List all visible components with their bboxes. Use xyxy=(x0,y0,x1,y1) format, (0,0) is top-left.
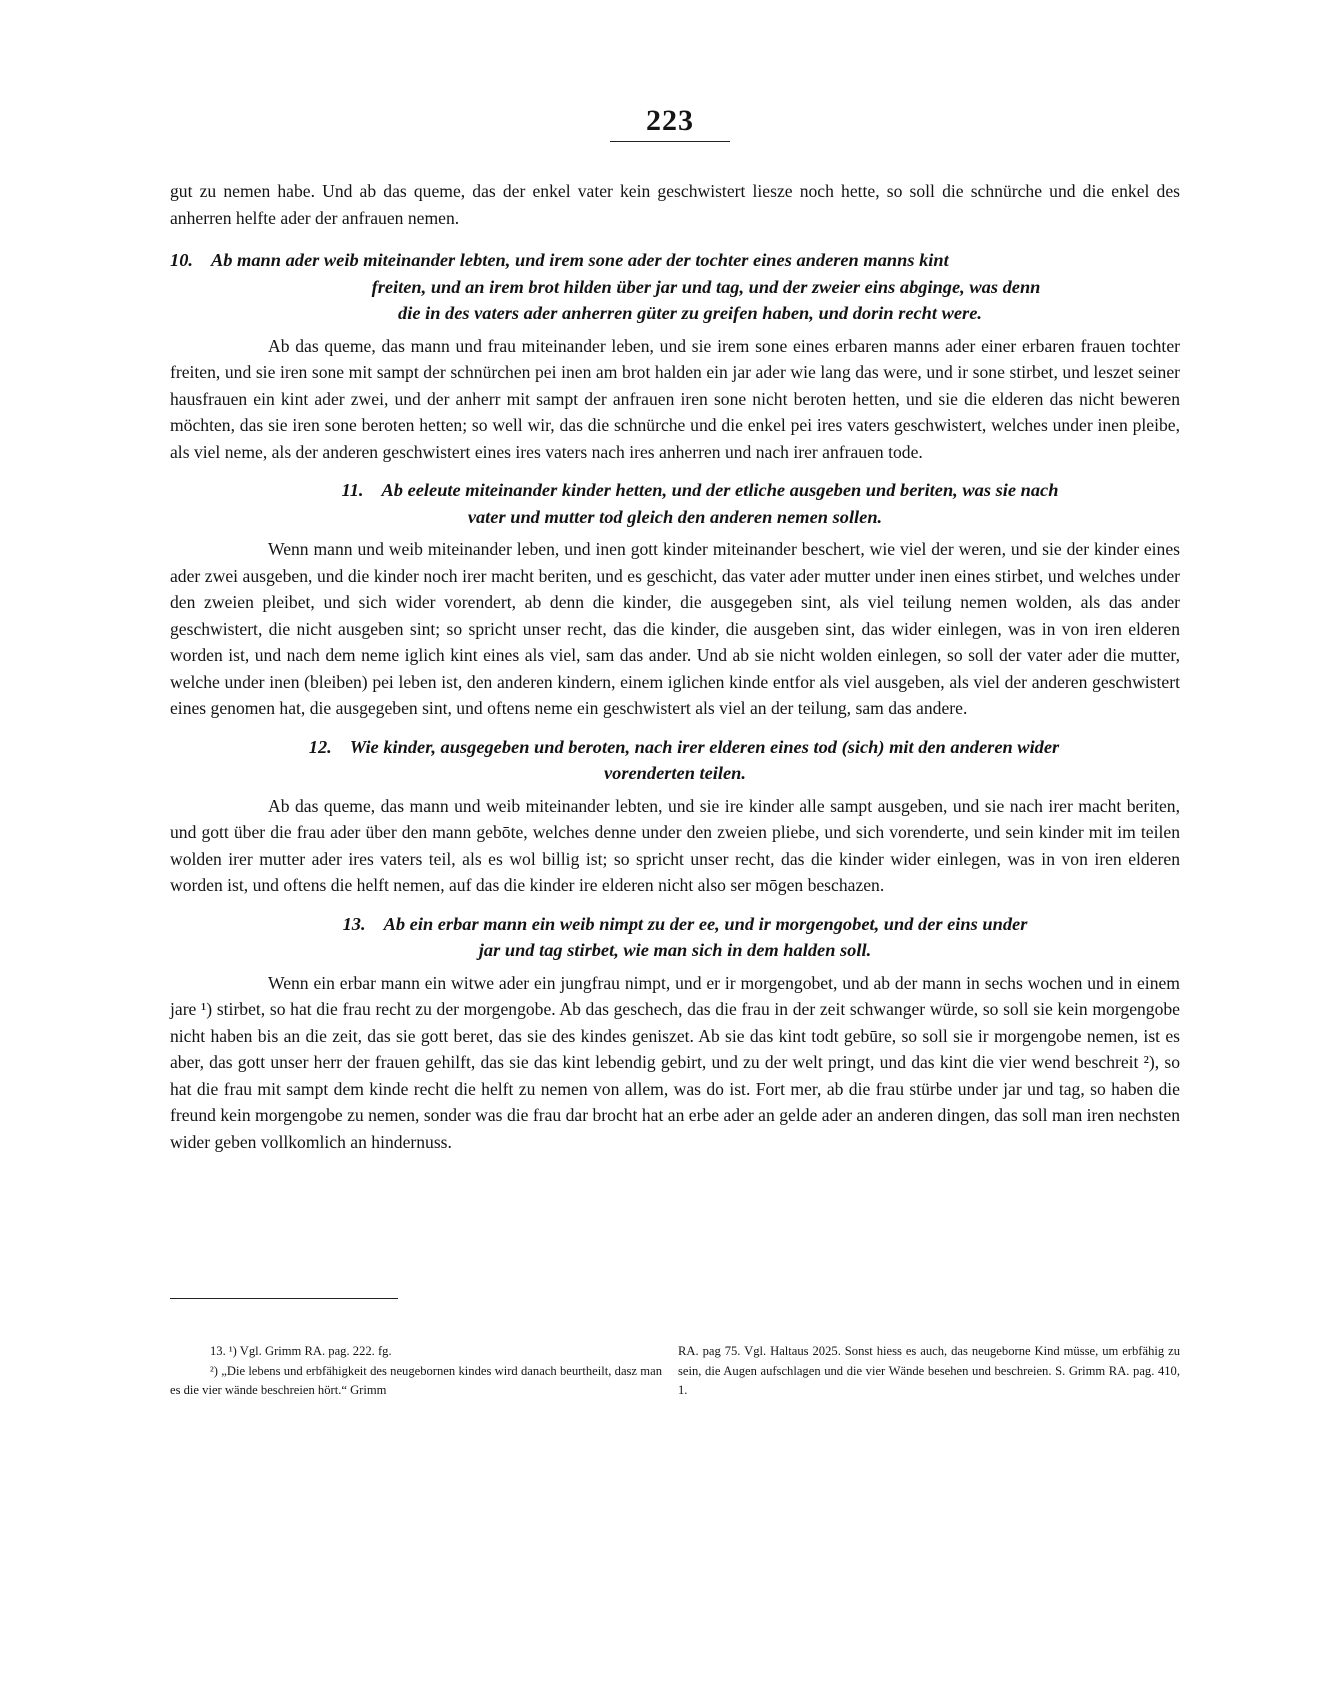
page-number-rule xyxy=(610,141,730,142)
section-10-heading-line-1 xyxy=(170,247,1180,274)
section-12-number: 12. xyxy=(308,736,332,757)
section-13-heading-line-1 xyxy=(170,911,1180,938)
section-13-heading xyxy=(170,911,1180,964)
section-12-paragraph: Ab das queme, das mann und weib miteinander lebten, und sie ire kinder alle sampt ausgeben, und sie nach irer macht beriten, und gott über die frau ader über den mann gebōte, welches denne under den zweien pliebe, und sich vorenderte, und sein kinder mit im teilen wolden irer mutter ader ires vaters teil, als es wol billig ist; so spricht unser recht, das die kinder wider einlegen, was in von iren elderen worden ist, und oftens die helft nemen, auf das die kinder ire elderen nicht also ser mōgen beschazen. xyxy=(170,795,1180,895)
main-text xyxy=(170,178,1180,1155)
footnotes-right-column xyxy=(678,1342,1180,1401)
section-11-paragraph: Wenn mann und weib miteinander leben, und inen gott kinder miteinander beschert, wie viel der weren, und sie der kinder eines ader zwei ausgeben, und die kinder noch irer macht beriten, und es geschicht, das vater ader mutter under inen eines stirbet, und welches under den zweien pleibet, und sich wider vorendert, ab denn die kinder, die ausgegeben sint, als viel teilung nemen wolden, als das ander geschwistert, die nicht ausgeben sint; so spricht unser recht, das die kinder, die ausgeben sint, das wider einlegen, was in von iren elderen worden ist, und nach dem neme iglich kint eines als viel, sam das ander. Und ab sie nicht wolden einlegen, so soll der vater ader die mutter, welche under inen (bleiben) pei leben ist, den anderen kindern, einem iglichen kinde entfor als viel ausgeben, als viel der anderen geschwistert eines genomen hat, die ausgegeben sint, und oftens neme ein geschwistert als viel an der teilung, sam das andere. xyxy=(170,539,1180,718)
section-10-number: 10. xyxy=(170,250,193,270)
section-13-paragraph: Wenn ein erbar mann ein witwe ader ein jungfrau nimpt, und er ir morgengobet, und ab der mann in sechs wochen und in einem jare ¹) stirbet, so hat die frau recht zu der morgengobe. Ab das geschech, das die frau in der zeit schwanger würde, so soll sie kein morgengobe nicht haben bis an die zeit, das sie gott beret, das sie des kindes geniszet. Ab sie das kint todt gebūre, so soll sie ir morgengobe nemen, ist es aber, das gott unser herr der frauen gehilft, das sie das kint lebendig gebirt, und zu der welt pringt, und das kint die vier wend beschreit ²), so hat die frau mit sampt dem kinde recht die helft zu nemen von allem, was do ist. Fort mer, ab die frau stürbe under jar und tag, so haben die freund kein morgengobe zu nemen, sonder was die frau dar brocht hat an erbe ader an gelde ader an anderen dingen, das soll man iren nechsten wider geben vollkomlich an hindernuss. xyxy=(170,972,1180,1152)
section-13-heading-text-1: Ab ein erbar mann ein weib nimpt zu der ee, und ir morgengobet, und der eins under xyxy=(383,913,1028,934)
section-10-heading xyxy=(170,247,1180,327)
page-number: 223 xyxy=(646,104,694,137)
section-11-heading-line-2: vater und mutter tod gleich den anderen nemen sollen. xyxy=(467,506,883,527)
footnote-1: 13. ¹) Vgl. Grimm RA. pag. 222. fg. xyxy=(210,1344,392,1358)
section-10-heading-line-2: freiten, und an irem brot hilden über jar und tag, und der zweier eins abginge, was denn xyxy=(371,276,1041,297)
section-13-heading-line-2: jar und tag stirbet, wie man sich in dem halden soll. xyxy=(478,940,872,960)
footnote-rule xyxy=(170,1298,398,1299)
continuation-paragraph: gut zu nemen habe. Und ab das queme, das der enkel vater kein geschwistert liesze noch hette, so soll die schnürche und die enkel des anherren helfte ader der anfrauen nemen. xyxy=(170,181,1180,228)
section-12-heading-line-1 xyxy=(170,734,1180,761)
section-11-heading xyxy=(170,477,1180,530)
footnotes-left-column xyxy=(170,1342,662,1401)
section-10-paragraph: Ab das queme, das mann und frau miteinander leben, und sie irem sone eines erbaren manns ader einer erbaren frauen tochter freiten, und sie iren sone mit sampt der schnürchen pei inen am brot halden ein jar ader wie lang das were, und ir sone stirbet, und leszet seiner hausfrauen ein kint ader zwei, und der anherr mit sampt der anfrauen iren sone nicht beroten hetten, und sie die elderen das nicht beweren möchten, das sie iren sone beroten hetten; so well wir, das die schnürche und die enkel pei ires vaters geschwistert, welches under inen pleibe, als viel neme, als der anderen geschwistert eines ires vaters nach ires anherren und nach irer anfrauen tode. xyxy=(170,335,1180,462)
section-11-heading-text-1: Ab eeleute miteinander kinder hetten, und der etliche ausgeben und beriten, was sie nach xyxy=(381,480,1059,500)
section-13-number: 13. xyxy=(342,913,366,934)
section-11-number: 11. xyxy=(341,480,364,500)
section-10-heading-line-3: die in des vaters ader anherren güter zu greifen haben, und dorin recht were. xyxy=(398,303,982,323)
section-12-heading xyxy=(170,734,1180,787)
footnote-2: ²) „Die lebens und erbfähigkeit des neugebornen kindes wird danach beurtheilt, dasz man es die vier wände beschreien hört.“ Grimm xyxy=(170,1363,662,1397)
footnote-2-continuation: RA. pag 75. Vgl. Haltaus 2025. Sonst hiess es auch, das neugeborne Kind müsse, um erbfähig zu sein, die Augen aufschlagen und die vier Wände besehen und beschreien. S. Grimm RA. pag. 410, 1. xyxy=(678,1344,1180,1397)
section-11-heading-line-1 xyxy=(170,477,1180,504)
section-12-heading-line-2: vorenderten teilen. xyxy=(604,763,746,783)
section-10-heading-text-1: Ab mann ader weib miteinander lebten, und irem sone ader der tochter eines anderen manns kint xyxy=(211,250,949,270)
section-12-heading-text-1: Wie kinder, ausgegeben und beroten, nach irer elderen eines tod (sich) mit den anderen wider xyxy=(349,736,1060,757)
